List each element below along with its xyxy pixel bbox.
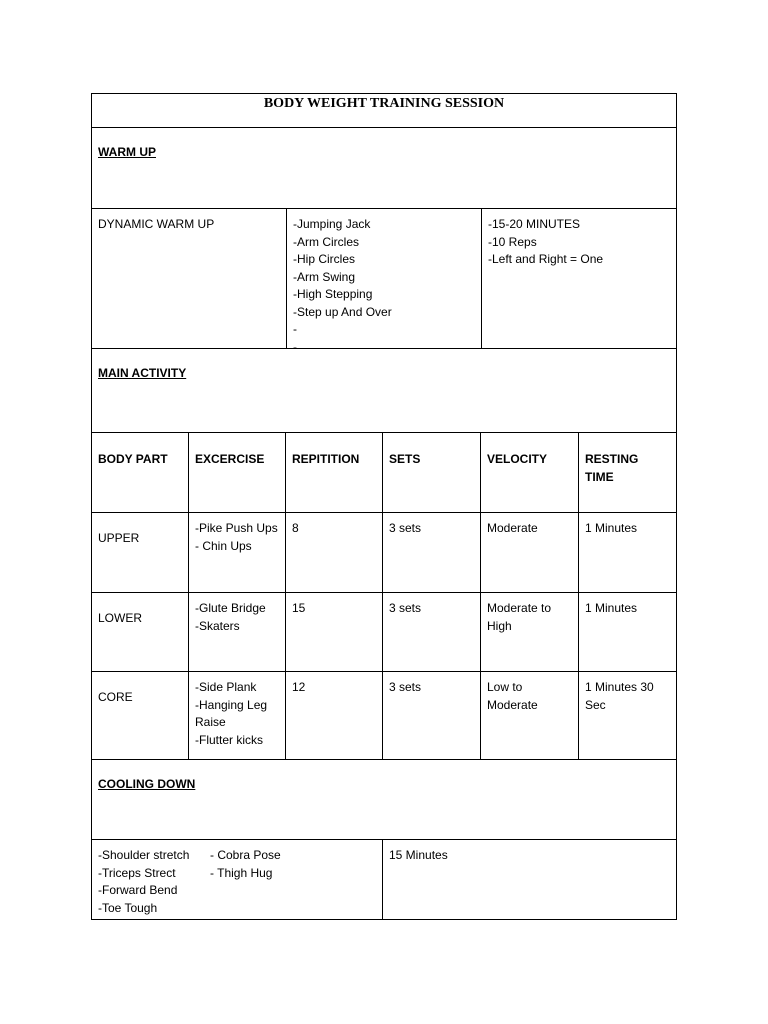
stretch-item: -Triceps Strect (98, 865, 176, 880)
row-core-velocity: Low to Moderate (480, 671, 579, 760)
warm-up-exercise: - (293, 322, 297, 336)
exercise-item: - Chin Ups (195, 538, 252, 553)
warm-up-exercise: -Hip Circles (293, 252, 356, 266)
row-lower-sets: 3 sets (382, 592, 481, 672)
training-session-table (91, 93, 677, 920)
exercise-item: -Hanging Leg Raise (195, 697, 268, 729)
row-core-resting: 1 Minutes 30 Sec (578, 671, 677, 760)
warm-up-heading-text: WARM UP (98, 145, 156, 159)
warm-up-detail: -10 Reps (488, 234, 537, 249)
exercise-item: -Glute Bridge (195, 601, 266, 615)
body-part-label: UPPER (98, 531, 140, 545)
warm-up-type: DYNAMIC WARM UP (98, 217, 215, 231)
warm-up-exercise: -Arm Circles (293, 234, 359, 249)
warm-up-detail: -15-20 MINUTES (488, 217, 581, 231)
row-core-repetition: 12 (285, 671, 383, 760)
row-lower-velocity: Moderate to High (480, 592, 579, 672)
body-part-label: CORE (98, 690, 133, 704)
stretch-item: -Forward Bend (98, 883, 178, 897)
row-upper-body-part (91, 512, 189, 593)
row-lower-repetition: 15 (285, 592, 383, 672)
stretch-item: - Thigh Hug (210, 865, 273, 880)
row-core-body-part (91, 671, 189, 760)
column-header-resting-time: RESTING TIME (578, 432, 677, 513)
main-activity-heading (91, 348, 677, 433)
exercise-item: -Pike Push Ups (195, 521, 278, 535)
row-upper-velocity: Moderate (480, 512, 579, 593)
row-upper-sets: 3 sets (382, 512, 481, 593)
warm-up-exercises-cell (286, 208, 482, 354)
warm-up-exercise: -Arm Swing (293, 269, 356, 284)
row-upper-exercise (188, 512, 286, 593)
exercise-item: -Flutter kicks (195, 732, 264, 747)
warm-up-exercise: -Jumping Jack (293, 217, 371, 231)
row-upper-resting: 1 Minutes (578, 512, 677, 593)
row-lower-body-part (91, 592, 189, 672)
warm-up-details-cell (481, 208, 677, 349)
row-upper-repetition: 8 (285, 512, 383, 593)
warm-up-exercise: -High Stepping (293, 287, 373, 301)
cooling-stretches-col1 (98, 847, 210, 917)
warm-up-type-cell (91, 208, 287, 349)
column-header-repetition: REPITITION (285, 432, 383, 513)
cooling-stretches-col2 (210, 847, 281, 917)
stretch-item: - Cobra Pose (210, 848, 281, 862)
row-core-sets: 3 sets (382, 671, 481, 760)
exercise-item: -Skaters (195, 618, 240, 633)
column-header-sets: SETS (382, 432, 481, 513)
row-core-exercise (188, 671, 286, 760)
warm-up-heading (91, 127, 677, 209)
warm-up-exercise: - (293, 339, 297, 354)
stretch-item: -Toe Tough (98, 900, 158, 915)
session-title: BODY WEIGHT TRAINING SESSION (91, 93, 677, 128)
row-lower-exercise (188, 592, 286, 672)
cooling-duration: 15 Minutes (389, 848, 448, 862)
cooling-down-heading-text: COOLING DOWN (98, 777, 196, 791)
warm-up-exercise: -Step up And Over (293, 304, 392, 319)
column-header-body-part: BODY PART (91, 432, 189, 513)
warm-up-detail: -Left and Right = One (488, 252, 604, 266)
cooling-stretches-cell (91, 839, 383, 920)
body-part-label: LOWER (98, 611, 143, 625)
cooling-down-heading (91, 759, 677, 840)
column-header-exercise: EXCERCISE (188, 432, 286, 513)
column-header-velocity: VELOCITY (480, 432, 579, 513)
stretch-item: -Shoulder stretch (98, 848, 190, 862)
exercise-item: -Side Plank (195, 680, 257, 694)
main-activity-heading-text: MAIN ACTIVITY (98, 366, 187, 380)
row-lower-resting: 1 Minutes (578, 592, 677, 672)
cooling-duration-cell (382, 839, 677, 920)
